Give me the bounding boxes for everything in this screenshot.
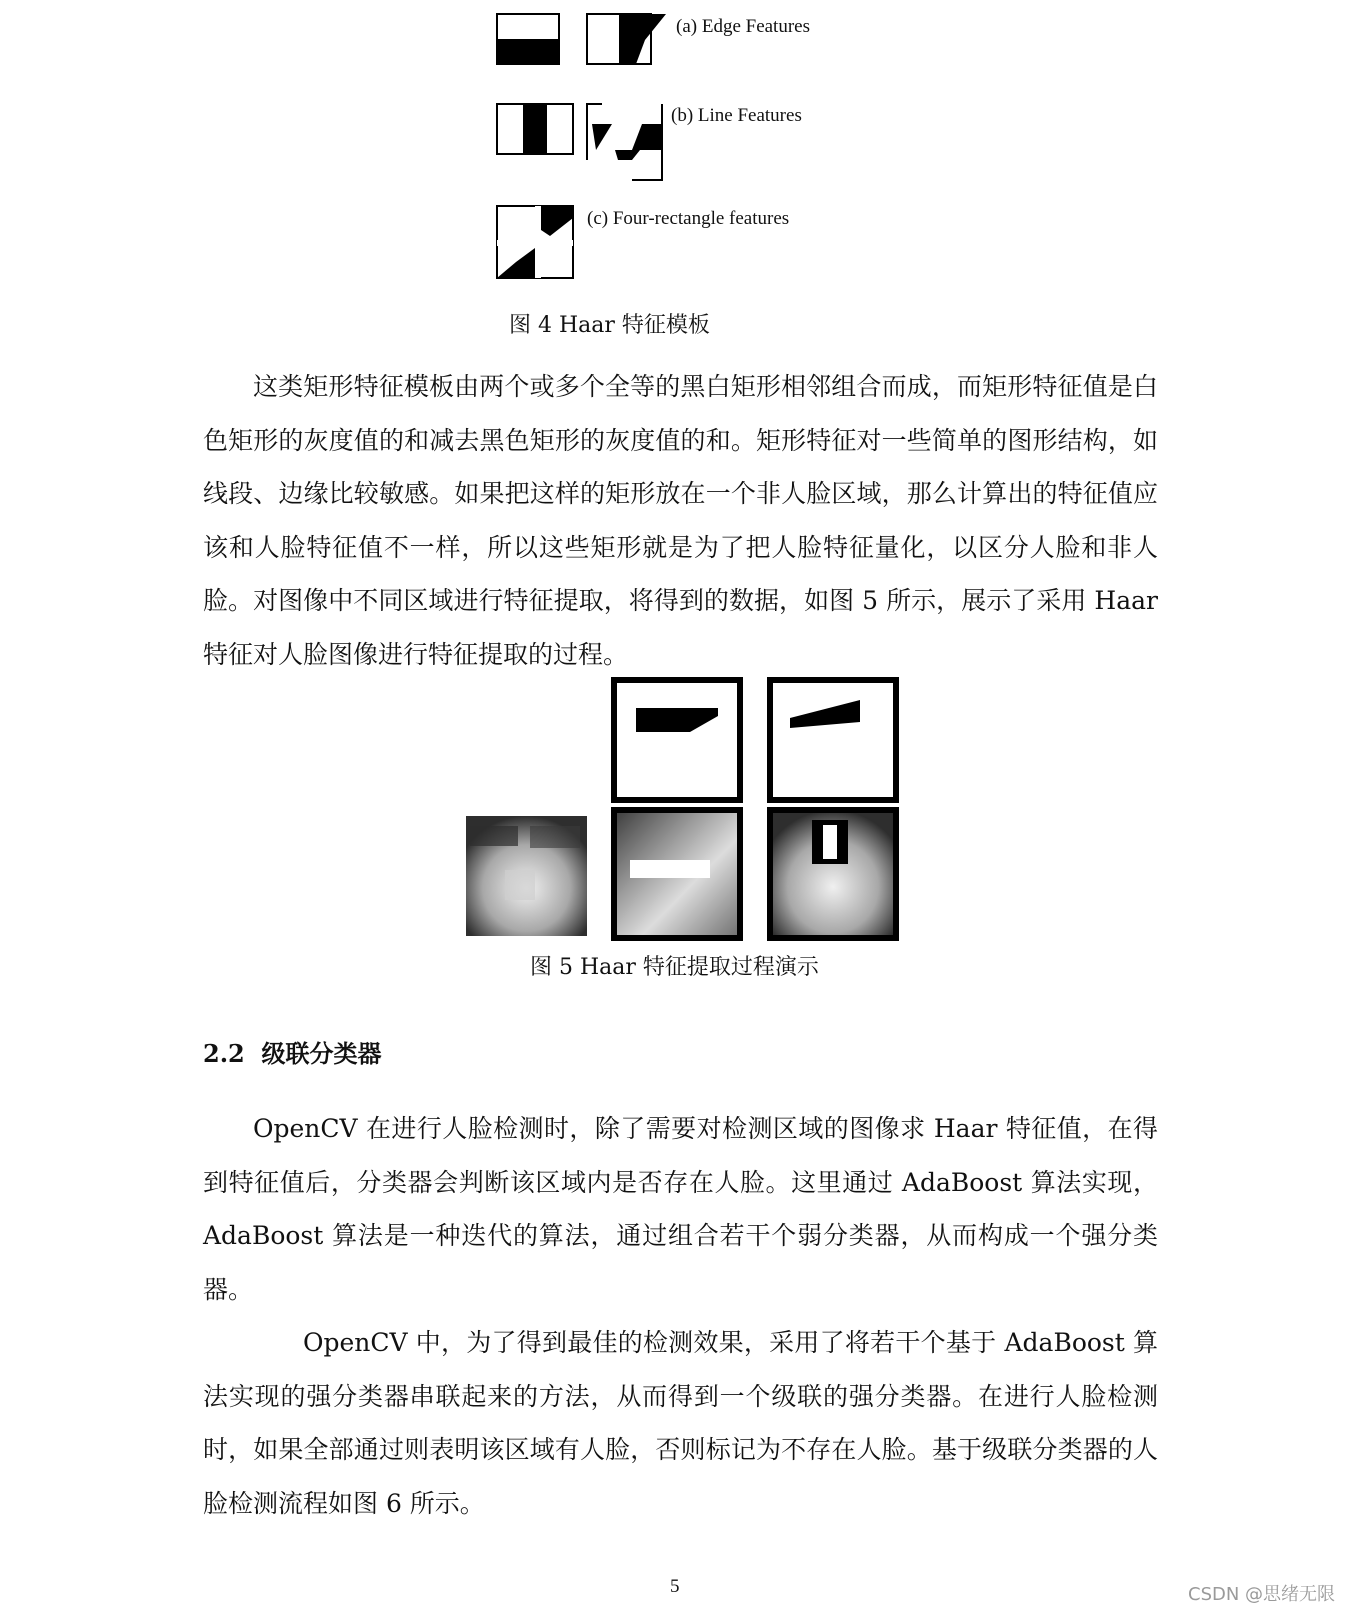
edge-feature-vertical-icon [587, 14, 666, 64]
section-number: 2.2 [203, 1039, 245, 1068]
edge-features-label: (a) Edge Features [676, 16, 810, 37]
paragraph-haar-features: 这类矩形特征模板由两个或多个全等的黑白矩形相邻组合而成，而矩形特征值是白色矩形的灰度值的和减去黑色矩形的灰度值的和。矩形特征对一些简单的图形结构，如线段、边缘比较敏感。如果把这样的矩形放在一个非人脸区域，那么计算出的特征值应该和人脸特征值不一样，所以这些矩形就是为了把人脸特征量化，以区分人脸和非人脸。对图像中不同区域进行特征提取，将得到的数据，如图 5 所示，展示了采用 Haar 特征对人脸图像进行特征提取的过程。 [203, 372, 1158, 669]
figure5-caption: 图 5 Haar 特征提取过程演示 [530, 955, 819, 980]
template-edge-box-2-icon [770, 680, 896, 800]
face-image-with-line-feature [770, 810, 896, 938]
line-features-label: (b) Line Features [671, 105, 802, 126]
section-heading [203, 1034, 381, 1069]
line-feature-diagonal-icon [587, 104, 662, 180]
csdn-watermark: CSDN @思绪无限 [1188, 1584, 1336, 1605]
paragraph-cascade-classifier: OpenCV 中，为了得到最佳的检测效果，采用了将若干个基于 AdaBoost 算法实现的强分类器串联起来的方法，从而得到一个级联的强分类器。在进行人脸检测时，如果全部通过则表明该区域有人脸，否则标记为不存在人脸。基于级联分类器的人脸检测流程如图 6 所示。 [203, 1328, 1158, 1518]
four-rectangle-feature-icon [497, 206, 573, 278]
face-image-original [466, 816, 587, 936]
template-edge-box-icon [614, 680, 740, 800]
line-feature-vertical-icon [497, 104, 573, 154]
figure4-templates [0, 0, 1351, 300]
edge-feature-horizontal-icon [497, 14, 559, 64]
figure4-caption: 图 4 Haar 特征模板 [509, 313, 710, 338]
paragraph-opencv-detection: OpenCV 在进行人脸检测时，除了需要对检测区域的图像求 Haar 特征值，在得到特征值后，分类器会判断该区域内是否存在人脸。这里通过 AdaBoost 算法实现，AdaBoost 算法是一种迭代的算法，通过组合若干个弱分类器，从而构成一个强分类器。 [203, 1114, 1158, 1304]
page-number: 5 [670, 1576, 680, 1597]
section-title: 级联分类器 [261, 1039, 382, 1068]
face-image-with-edge-feature [614, 810, 740, 938]
four-rectangle-features-label: (c) Four-rectangle features [587, 208, 790, 229]
figure5-extraction-demo [0, 670, 1351, 960]
